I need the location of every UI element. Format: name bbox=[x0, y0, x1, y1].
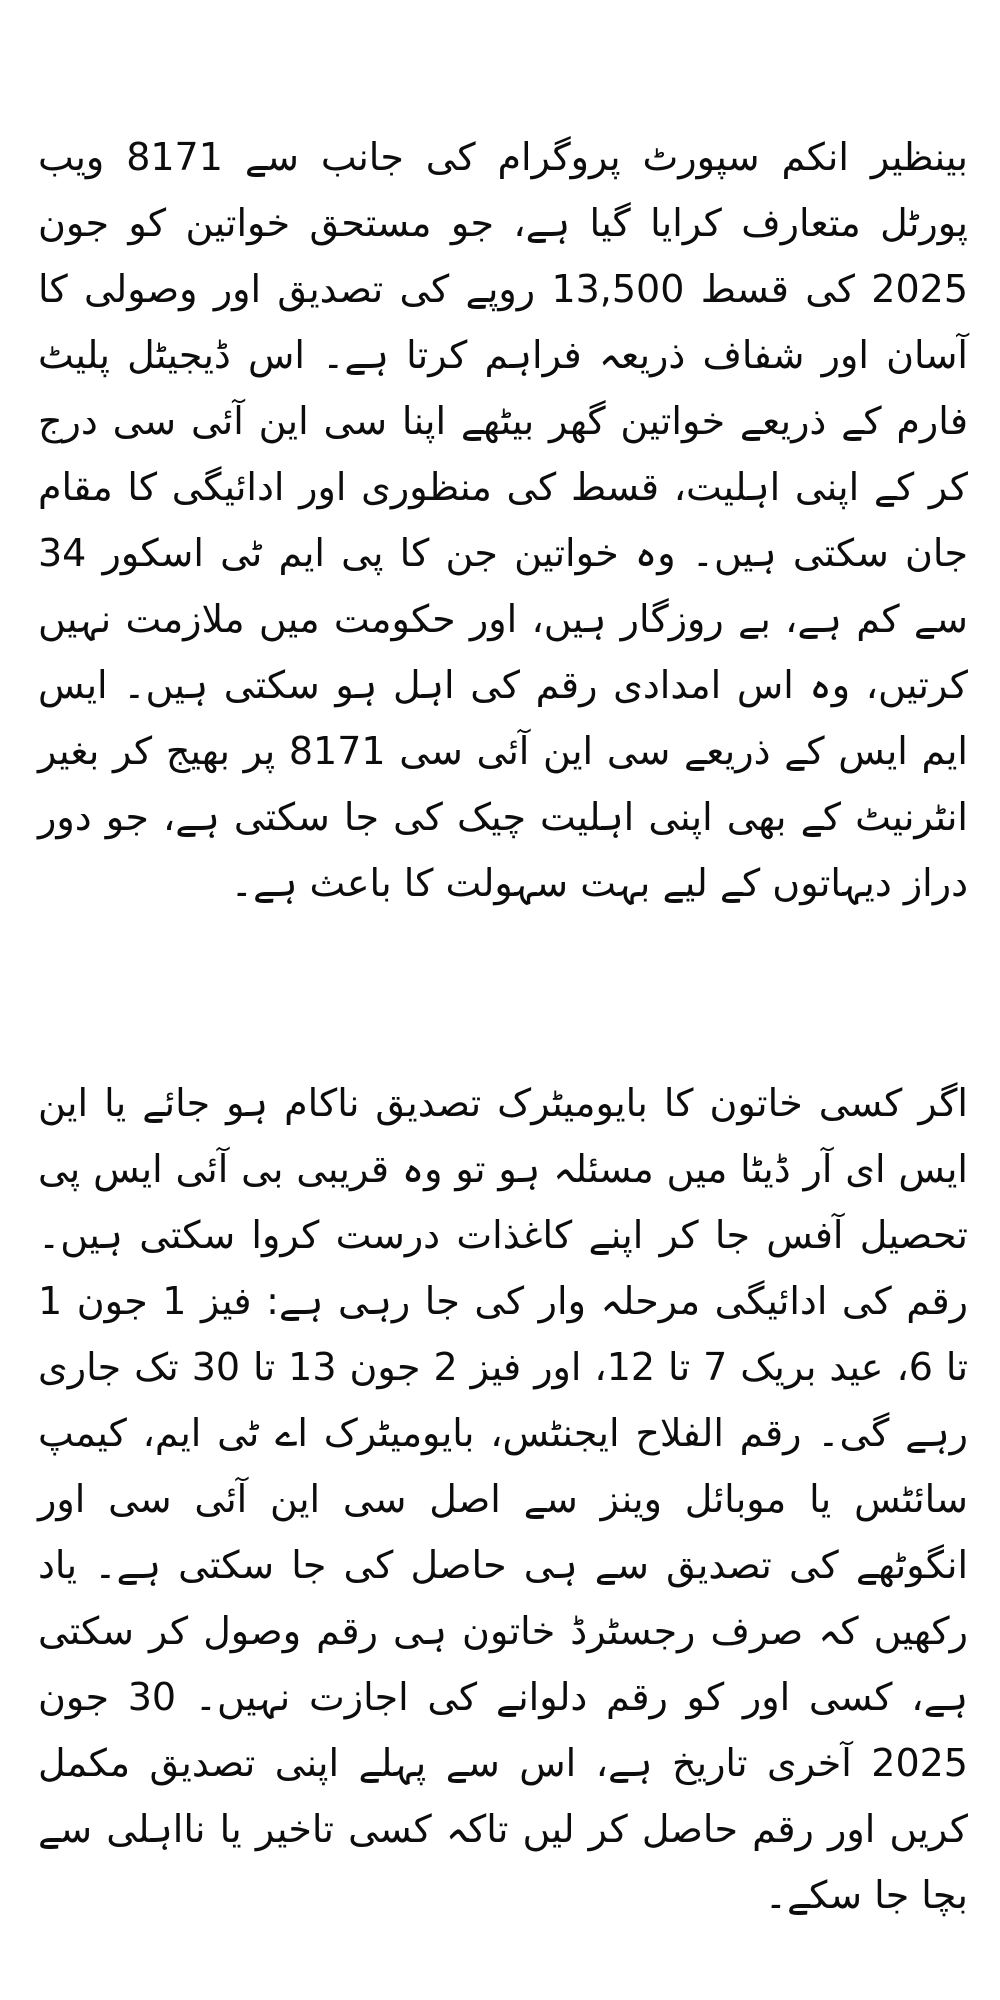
article-paragraph: اگر کسی خاتون کا بایومیٹرک تصدیق ناکام ہو جائے یا این ایس ای آر ڈیٹا میں مسئلہ ہو تو وہ قریبی بی آئی ایس پی تحصیل آفس جا کر اپنے کاغذات درست کروا سکتی ہیں۔ رقم کی ادائیگی مرحلہ وار کی جا رہی ہے: فیز 1 جون 1 تا 6، عید بریک 7 تا 12، اور فیز 2 جون 13 تا 30 تک جاری رہے گی۔ رقم الفلاح ایجنٹس، بایومیٹرک اے ٹی ایم، کیمپ سائٹس یا موبائل وینز سے اصل سی این آئی سی اور انگوٹھے کی تصدیق سے ہی حاصل کی جا سکتی ہے۔ یاد رکھیں کہ صرف رجسٹرڈ خاتون ہی رقم وصول کر سکتی ہے، کسی اور کو رقم دلوانے کی اجازت نہیں۔ 30 جون 2025 آخری تاریخ ہے، اس سے پہلے اپنی تصدیق مکمل کریں اور رقم حاصل کر لیں تاکہ کسی تاخیر یا نااہلی سے بچا جا سکے۔ bbox=[38, 1081, 969, 1917]
article-paragraph: بینظیر انکم سپورٹ پروگرام کی جانب سے 8171 ویب پورٹل متعارف کرایا گیا ہے، جو مستحق خواتین کو جون 2025 کی قسط 13,500 روپے کی تصدیق اور وصولی کا آسان اور شفاف ذریعہ فراہم کرتا ہے۔ اس ڈیجیٹل پلیٹ فارم کے ذریعے خواتین گھر بیٹھے اپنا سی این آئی سی درج کر کے اپنی اہلیت، قسط کی منظوری اور ادائیگی کا مقام جان سکتی ہیں۔ وہ خواتین جن کا پی ایم ٹی اسکور 34 سے کم ہے، بے روزگار ہیں، اور حکومت میں ملازمت نہیں کرتیں، وہ اس امدادی رقم کی اہل ہو سکتی ہیں۔ ایس ایم ایس کے ذریعے سی این آئی سی 8171 پر بھیج کر بغیر انٹرنیٹ کے بھی اپنی اہلیت چیک کی جا سکتی ہے، جو دور دراز دیہاتوں کے لیے بہت سہولت کا باعث ہے۔ bbox=[38, 135, 969, 905]
